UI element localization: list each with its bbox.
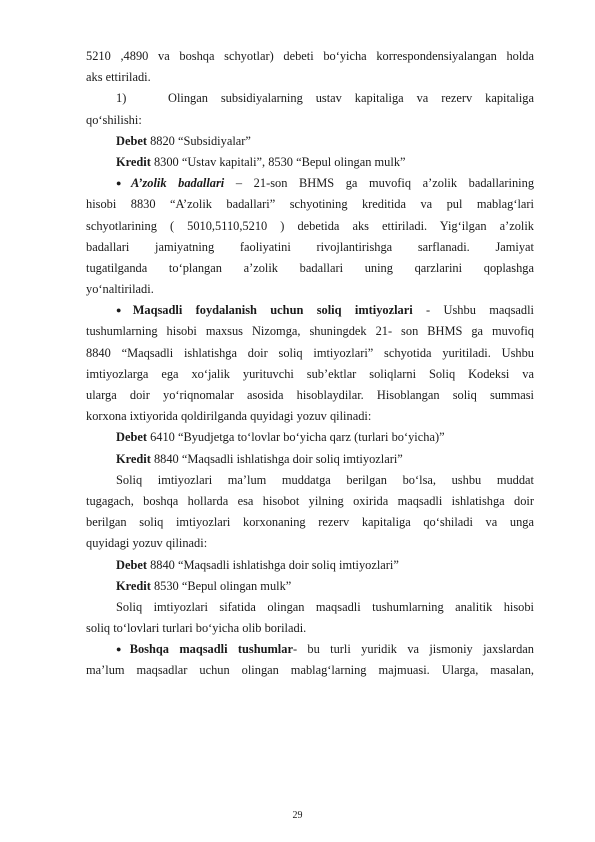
bullet-icon: ● bbox=[116, 178, 130, 189]
entry-text: 8840 “Maqsadli ishlatishga doir soliq imtiyozlari” bbox=[150, 451, 403, 466]
entry-text: 8300 “Ustav kapitali”, 8530 “Bepul olingan mulk” bbox=[150, 154, 406, 169]
text-line: tugagach, boshqa hollarda esa hisobot yilning oxirida maqsadli ishlatishga doir bbox=[86, 493, 534, 508]
debit-entry bbox=[86, 131, 534, 152]
bullet-item bbox=[86, 173, 534, 194]
item-text: Olingan subsidiyalarning ustav kapitaliga va rezerv kapitaliga bbox=[168, 91, 534, 106]
entry-text: 6410 “Byudjetga to‘lovlar bo‘yicha qarz (turlari bo‘yicha)” bbox=[146, 430, 445, 445]
text-line: qo‘shilishi: bbox=[86, 112, 142, 127]
text-line: 8840 “Maqsadli ishlatishga doir soliq imtiyozlari” schyotida yuritiladi. Ushbu bbox=[86, 345, 534, 360]
debit-entry bbox=[86, 427, 534, 448]
entry-text: 8530 “Bepul olingan mulk” bbox=[150, 578, 292, 593]
bullet-text: - Ushbu maqsadli bbox=[412, 303, 534, 318]
bullet-term: A’zolik badallari bbox=[130, 176, 225, 191]
text-line: hisobi 8830 “A’zolik badallari” schyotining kreditida va pul mablag‘lari bbox=[86, 197, 534, 212]
debit-label: Debet bbox=[116, 133, 147, 148]
text-line: korxona ixtiyorida qoldirilganda quyidagi yozuv qilinadi: bbox=[86, 409, 372, 424]
text-line: tushumlarning hisobi maxsus Nizomga, shuningdek 21- son BHMS ga muvofiq bbox=[86, 324, 534, 339]
bullet-item bbox=[86, 639, 534, 660]
credit-label: Kredit bbox=[116, 154, 151, 169]
text-line: 5210 ,4890 va boshqa schyotlar) debeti bo‘yicha korrespondensiyalangan holda bbox=[86, 49, 534, 63]
text-line: Soliq imtiyozlari sifatida olingan maqsadli tushumlarning analitik hisobi bbox=[116, 599, 534, 614]
credit-label: Kredit bbox=[116, 578, 151, 593]
bullet-text: - bu turli yuridik va jismoniy jaxslardan bbox=[292, 642, 534, 657]
credit-label: Kredit bbox=[116, 451, 151, 466]
credit-entry bbox=[86, 449, 534, 470]
bullet-term: Boshqa maqsadli tushumlar bbox=[129, 642, 293, 657]
text-line: aks ettiriladi. bbox=[86, 70, 151, 85]
page-number: 29 bbox=[292, 810, 303, 821]
bullet-item bbox=[86, 300, 534, 321]
text-line: quyidagi yozuv qilinadi: bbox=[86, 536, 208, 551]
bullet-icon: ● bbox=[116, 644, 129, 655]
debit-entry bbox=[86, 555, 534, 576]
text-line: ularga doir yo‘riqnomalar asosida hisoblaydilar. Hisoblangan soliq summasi bbox=[86, 388, 534, 402]
text-line: schyotlarining ( 5010,5110,5210 ) debetida aks ettiriladi. Yig‘ilgan a’zolik bbox=[86, 218, 534, 233]
credit-entry bbox=[86, 152, 534, 173]
bullet-term: Maqsadli foydalanish uchun soliq imtiyozlari bbox=[132, 303, 413, 318]
text-line: yo‘naltiriladi. bbox=[86, 282, 154, 297]
debit-label: Debet bbox=[116, 557, 147, 572]
bullet-icon: ● bbox=[116, 305, 132, 316]
text-line: badallari jamiyatning faoliyatini rivojlantirishga sarflanadi. Jamiyat bbox=[86, 239, 534, 254]
debit-label: Debet bbox=[116, 430, 147, 445]
text-line: Soliq imtiyozlari ma’lum muddatga berilgan bo‘lsa, ushbu muddat bbox=[116, 472, 534, 487]
text-line: imtiyozlarga ega xo‘jalik yurituvchi sub’ektlar soliqlarni Soliq Kodeksi va bbox=[86, 366, 534, 381]
text-line: tugatilganda to‘plangan a’zolik badallari uning qarzlarini qoplashga bbox=[86, 260, 534, 275]
text-line: berilgan soliq imtiyozlari korxonaning rezerv kapitaliga qo‘shiladi va unga bbox=[86, 515, 534, 530]
text-line: soliq to‘lovlari turlari bo‘yicha olib boriladi. bbox=[86, 621, 307, 636]
body-text bbox=[86, 46, 534, 682]
entry-text: 8840 “Maqsadli ishlatishga doir soliq imtiyozlari” bbox=[146, 557, 399, 572]
item-number: 1) bbox=[116, 91, 127, 106]
text-line: ma’lum maqsadlar uchun olingan mablag‘larning majmuasi. Ularga, masalan, bbox=[86, 663, 534, 678]
credit-entry bbox=[86, 576, 534, 597]
bullet-text: – 21-son BHMS ga muvofiq a’zolik badallarining bbox=[224, 176, 534, 191]
numbered-item bbox=[86, 88, 534, 109]
entry-text: 8820 “Subsidiyalar” bbox=[146, 133, 251, 148]
